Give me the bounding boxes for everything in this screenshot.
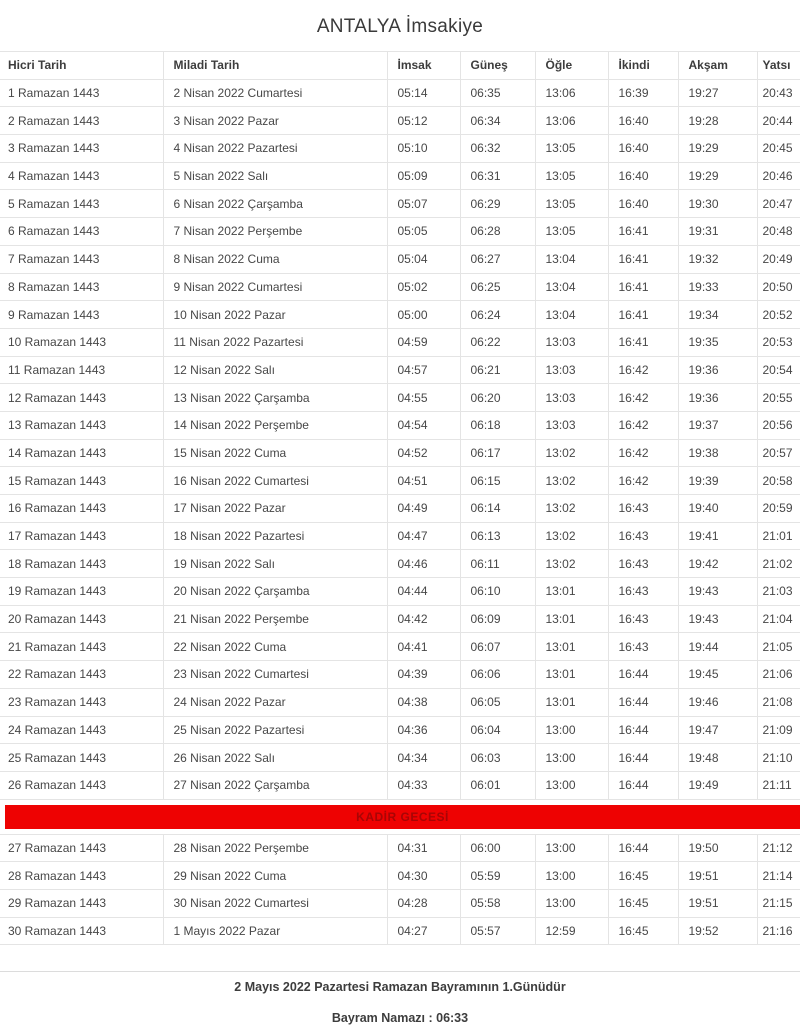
aksam-cell: 19:36: [678, 384, 757, 412]
imsak-cell: 05:10: [387, 135, 460, 163]
yatsi-cell: 20:48: [757, 218, 800, 246]
yatsi-cell: 21:03: [757, 578, 800, 606]
ikindi-cell: 16:44: [608, 771, 678, 799]
yatsi-cell: 20:58: [757, 467, 800, 495]
ikindi-cell: 16:41: [608, 218, 678, 246]
gunes-cell: 06:06: [460, 661, 535, 689]
bayram-note: 2 Mayıs 2022 Pazartesi Ramazan Bayramının 1.Günüdür: [234, 980, 566, 995]
ikindi-cell: 16:42: [608, 356, 678, 384]
aksam-cell: 19:38: [678, 439, 757, 467]
miladi-tarih-cell: 24 Nisan 2022 Pazar: [163, 688, 387, 716]
imsak-cell: 05:00: [387, 301, 460, 329]
hicri-tarih-cell: 24 Ramazan 1443: [0, 716, 163, 744]
imsak-cell: 04:34: [387, 744, 460, 772]
hicri-tarih-cell: 8 Ramazan 1443: [0, 273, 163, 301]
gunes-cell: 06:11: [460, 550, 535, 578]
ikindi-cell: 16:42: [608, 411, 678, 439]
aksam-cell: 19:52: [678, 917, 757, 945]
yatsi-cell: 20:59: [757, 495, 800, 523]
gunes-cell: 06:01: [460, 771, 535, 799]
column-header: Akşam: [678, 52, 757, 80]
ogle-cell: 13:06: [535, 107, 608, 135]
gunes-cell: 06:22: [460, 328, 535, 356]
imsak-cell: 04:51: [387, 467, 460, 495]
hicri-tarih-cell: 17 Ramazan 1443: [0, 522, 163, 550]
yatsi-cell: 20:56: [757, 411, 800, 439]
miladi-tarih-cell: 27 Nisan 2022 Çarşamba: [163, 771, 387, 799]
gunes-cell: 06:32: [460, 135, 535, 163]
table-header: [0, 52, 800, 80]
hicri-tarih-cell: 11 Ramazan 1443: [0, 356, 163, 384]
table-row: [0, 862, 800, 890]
kadir-gecesi-banner-row: [0, 799, 800, 834]
ikindi-cell: 16:45: [608, 917, 678, 945]
ikindi-cell: 16:41: [608, 328, 678, 356]
imsak-cell: 04:57: [387, 356, 460, 384]
aksam-cell: 19:40: [678, 495, 757, 523]
yatsi-cell: 21:02: [757, 550, 800, 578]
table-row: [0, 356, 800, 384]
aksam-cell: 19:42: [678, 550, 757, 578]
ogle-cell: 13:01: [535, 633, 608, 661]
ikindi-cell: 16:43: [608, 495, 678, 523]
yatsi-cell: 20:46: [757, 162, 800, 190]
gunes-cell: 05:57: [460, 917, 535, 945]
table-row: [0, 661, 800, 689]
hicri-tarih-cell: 23 Ramazan 1443: [0, 688, 163, 716]
ikindi-cell: 16:45: [608, 889, 678, 917]
miladi-tarih-cell: 21 Nisan 2022 Perşembe: [163, 605, 387, 633]
column-header: İkindi: [608, 52, 678, 80]
yatsi-cell: 21:08: [757, 688, 800, 716]
aksam-cell: 19:29: [678, 135, 757, 163]
aksam-cell: 19:28: [678, 107, 757, 135]
ikindi-cell: 16:40: [608, 190, 678, 218]
table-row: [0, 744, 800, 772]
aksam-cell: 19:41: [678, 522, 757, 550]
gunes-cell: 06:09: [460, 605, 535, 633]
yatsi-cell: 20:52: [757, 301, 800, 329]
aksam-cell: 19:31: [678, 218, 757, 246]
yatsi-cell: 20:50: [757, 273, 800, 301]
yatsi-cell: 21:04: [757, 605, 800, 633]
ikindi-cell: 16:42: [608, 384, 678, 412]
yatsi-cell: 21:09: [757, 716, 800, 744]
header-row: [0, 52, 800, 80]
gunes-cell: 05:58: [460, 889, 535, 917]
ogle-cell: 13:02: [535, 522, 608, 550]
miladi-tarih-cell: 11 Nisan 2022 Pazartesi: [163, 328, 387, 356]
ogle-cell: 13:03: [535, 411, 608, 439]
prayer-table: [0, 51, 800, 945]
imsak-cell: 04:44: [387, 578, 460, 606]
yatsi-cell: 21:15: [757, 889, 800, 917]
hicri-tarih-cell: 20 Ramazan 1443: [0, 605, 163, 633]
table-row: [0, 135, 800, 163]
ikindi-cell: 16:41: [608, 245, 678, 273]
hicri-tarih-cell: 13 Ramazan 1443: [0, 411, 163, 439]
gunes-cell: 06:17: [460, 439, 535, 467]
miladi-tarih-cell: 18 Nisan 2022 Pazartesi: [163, 522, 387, 550]
imsak-cell: 04:42: [387, 605, 460, 633]
gunes-cell: 06:20: [460, 384, 535, 412]
hicri-tarih-cell: 25 Ramazan 1443: [0, 744, 163, 772]
hicri-tarih-cell: 30 Ramazan 1443: [0, 917, 163, 945]
yatsi-cell: 20:47: [757, 190, 800, 218]
imsak-cell: 05:05: [387, 218, 460, 246]
ogle-cell: 13:01: [535, 688, 608, 716]
hicri-tarih-cell: 22 Ramazan 1443: [0, 661, 163, 689]
imsak-cell: 05:04: [387, 245, 460, 273]
hicri-tarih-cell: 12 Ramazan 1443: [0, 384, 163, 412]
gunes-cell: 06:00: [460, 834, 535, 862]
ikindi-cell: 16:41: [608, 273, 678, 301]
ogle-cell: 12:59: [535, 917, 608, 945]
yatsi-cell: 20:45: [757, 135, 800, 163]
ogle-cell: 13:01: [535, 578, 608, 606]
kadir-gecesi-banner-cell: [0, 799, 800, 834]
imsak-cell: 04:41: [387, 633, 460, 661]
ikindi-cell: 16:44: [608, 834, 678, 862]
yatsi-cell: 20:55: [757, 384, 800, 412]
hicri-tarih-cell: 7 Ramazan 1443: [0, 245, 163, 273]
aksam-cell: 19:49: [678, 771, 757, 799]
aksam-cell: 19:48: [678, 744, 757, 772]
aksam-cell: 19:43: [678, 578, 757, 606]
yatsi-cell: 20:49: [757, 245, 800, 273]
ogle-cell: 13:00: [535, 771, 608, 799]
aksam-cell: 19:34: [678, 301, 757, 329]
imsak-cell: 04:38: [387, 688, 460, 716]
gunes-cell: 06:14: [460, 495, 535, 523]
hicri-tarih-cell: 26 Ramazan 1443: [0, 771, 163, 799]
miladi-tarih-cell: 17 Nisan 2022 Pazar: [163, 495, 387, 523]
ogle-cell: 13:04: [535, 301, 608, 329]
imsak-cell: 04:28: [387, 889, 460, 917]
ikindi-cell: 16:44: [608, 716, 678, 744]
miladi-tarih-cell: 1 Mayıs 2022 Pazar: [163, 917, 387, 945]
table-row: [0, 162, 800, 190]
miladi-tarih-cell: 14 Nisan 2022 Perşembe: [163, 411, 387, 439]
ikindi-cell: 16:42: [608, 439, 678, 467]
aksam-cell: 19:43: [678, 605, 757, 633]
column-header: Yatsı: [757, 52, 800, 80]
bayram-namazi-time: Bayram Namazı : 06:33: [331, 1011, 469, 1026]
column-header: İmsak: [387, 52, 460, 80]
ikindi-cell: 16:43: [608, 578, 678, 606]
ikindi-cell: 16:44: [608, 688, 678, 716]
imsak-cell: 04:27: [387, 917, 460, 945]
gunes-cell: 06:28: [460, 218, 535, 246]
column-header: Güneş: [460, 52, 535, 80]
yatsi-cell: 21:06: [757, 661, 800, 689]
ikindi-cell: 16:44: [608, 661, 678, 689]
table-row: [0, 79, 800, 107]
imsak-cell: 04:30: [387, 862, 460, 890]
ogle-cell: 13:03: [535, 328, 608, 356]
ogle-cell: 13:06: [535, 79, 608, 107]
gunes-cell: 06:29: [460, 190, 535, 218]
ikindi-cell: 16:39: [608, 79, 678, 107]
footer: [0, 971, 800, 1025]
gunes-cell: 06:04: [460, 716, 535, 744]
ogle-cell: 13:00: [535, 716, 608, 744]
imsak-cell: 04:36: [387, 716, 460, 744]
hicri-tarih-cell: 27 Ramazan 1443: [0, 834, 163, 862]
table-row: [0, 495, 800, 523]
miladi-tarih-cell: 15 Nisan 2022 Cuma: [163, 439, 387, 467]
ogle-cell: 13:01: [535, 661, 608, 689]
aksam-cell: 19:44: [678, 633, 757, 661]
column-header: Miladi Tarih: [163, 52, 387, 80]
hicri-tarih-cell: 14 Ramazan 1443: [0, 439, 163, 467]
gunes-cell: 06:05: [460, 688, 535, 716]
ogle-cell: 13:05: [535, 162, 608, 190]
yatsi-cell: 20:53: [757, 328, 800, 356]
aksam-cell: 19:32: [678, 245, 757, 273]
hicri-tarih-cell: 10 Ramazan 1443: [0, 328, 163, 356]
column-header: Öğle: [535, 52, 608, 80]
table-row: [0, 771, 800, 799]
table-row: [0, 301, 800, 329]
aksam-cell: 19:45: [678, 661, 757, 689]
miladi-tarih-cell: 12 Nisan 2022 Salı: [163, 356, 387, 384]
hicri-tarih-cell: 21 Ramazan 1443: [0, 633, 163, 661]
aksam-cell: 19:35: [678, 328, 757, 356]
page-title: ANTALYA İmsakiye: [316, 16, 484, 37]
hicri-tarih-cell: 29 Ramazan 1443: [0, 889, 163, 917]
miladi-tarih-cell: 20 Nisan 2022 Çarşamba: [163, 578, 387, 606]
aksam-cell: 19:51: [678, 889, 757, 917]
imsak-cell: 05:12: [387, 107, 460, 135]
aksam-cell: 19:47: [678, 716, 757, 744]
miladi-tarih-cell: 26 Nisan 2022 Salı: [163, 744, 387, 772]
table-row: [0, 218, 800, 246]
aksam-cell: 19:36: [678, 356, 757, 384]
yatsi-cell: 21:10: [757, 744, 800, 772]
hicri-tarih-cell: 16 Ramazan 1443: [0, 495, 163, 523]
aksam-cell: 19:51: [678, 862, 757, 890]
imsak-cell: 04:47: [387, 522, 460, 550]
ikindi-cell: 16:43: [608, 522, 678, 550]
miladi-tarih-cell: 13 Nisan 2022 Çarşamba: [163, 384, 387, 412]
gunes-cell: 06:24: [460, 301, 535, 329]
gunes-cell: 06:10: [460, 578, 535, 606]
ogle-cell: 13:04: [535, 273, 608, 301]
ogle-cell: 13:02: [535, 439, 608, 467]
ikindi-cell: 16:40: [608, 107, 678, 135]
hicri-tarih-cell: 9 Ramazan 1443: [0, 301, 163, 329]
hicri-tarih-cell: 4 Ramazan 1443: [0, 162, 163, 190]
miladi-tarih-cell: 30 Nisan 2022 Cumartesi: [163, 889, 387, 917]
gunes-cell: 06:35: [460, 79, 535, 107]
table-row: [0, 633, 800, 661]
yatsi-cell: 20:44: [757, 107, 800, 135]
ogle-cell: 13:02: [535, 550, 608, 578]
table-row: [0, 578, 800, 606]
table-row: [0, 190, 800, 218]
hicri-tarih-cell: 5 Ramazan 1443: [0, 190, 163, 218]
miladi-tarih-cell: 4 Nisan 2022 Pazartesi: [163, 135, 387, 163]
yatsi-cell: 20:43: [757, 79, 800, 107]
aksam-cell: 19:39: [678, 467, 757, 495]
aksam-cell: 19:30: [678, 190, 757, 218]
table-row: [0, 688, 800, 716]
column-header: Hicri Tarih: [0, 52, 163, 80]
table-row: [0, 107, 800, 135]
ogle-cell: 13:00: [535, 744, 608, 772]
gunes-cell: 06:21: [460, 356, 535, 384]
aksam-cell: 19:27: [678, 79, 757, 107]
miladi-tarih-cell: 28 Nisan 2022 Perşembe: [163, 834, 387, 862]
gunes-cell: 06:25: [460, 273, 535, 301]
ikindi-cell: 16:44: [608, 744, 678, 772]
yatsi-cell: 20:54: [757, 356, 800, 384]
miladi-tarih-cell: 3 Nisan 2022 Pazar: [163, 107, 387, 135]
aksam-cell: 19:33: [678, 273, 757, 301]
miladi-tarih-cell: 19 Nisan 2022 Salı: [163, 550, 387, 578]
yatsi-cell: 21:11: [757, 771, 800, 799]
ogle-cell: 13:00: [535, 862, 608, 890]
ogle-cell: 13:04: [535, 245, 608, 273]
ikindi-cell: 16:40: [608, 135, 678, 163]
ogle-cell: 13:00: [535, 834, 608, 862]
table-row: [0, 245, 800, 273]
imsak-cell: 04:46: [387, 550, 460, 578]
hicri-tarih-cell: 6 Ramazan 1443: [0, 218, 163, 246]
ogle-cell: 13:00: [535, 889, 608, 917]
hicri-tarih-cell: 18 Ramazan 1443: [0, 550, 163, 578]
imsak-cell: 04:55: [387, 384, 460, 412]
ogle-cell: 13:05: [535, 218, 608, 246]
yatsi-cell: 21:12: [757, 834, 800, 862]
miladi-tarih-cell: 22 Nisan 2022 Cuma: [163, 633, 387, 661]
ogle-cell: 13:02: [535, 467, 608, 495]
ikindi-cell: 16:43: [608, 633, 678, 661]
gunes-cell: 06:07: [460, 633, 535, 661]
table-row: [0, 917, 800, 945]
gunes-cell: 05:59: [460, 862, 535, 890]
yatsi-cell: 21:05: [757, 633, 800, 661]
imsak-cell: 05:02: [387, 273, 460, 301]
imsak-cell: 05:09: [387, 162, 460, 190]
miladi-tarih-cell: 8 Nisan 2022 Cuma: [163, 245, 387, 273]
table-row: [0, 834, 800, 862]
ogle-cell: 13:03: [535, 356, 608, 384]
imsak-cell: 05:07: [387, 190, 460, 218]
gunes-cell: 06:03: [460, 744, 535, 772]
table-row: [0, 411, 800, 439]
miladi-tarih-cell: 7 Nisan 2022 Perşembe: [163, 218, 387, 246]
miladi-tarih-cell: 9 Nisan 2022 Cumartesi: [163, 273, 387, 301]
imsak-cell: 04:39: [387, 661, 460, 689]
table-row: [0, 328, 800, 356]
hicri-tarih-cell: 1 Ramazan 1443: [0, 79, 163, 107]
table-row: [0, 522, 800, 550]
imsak-cell: 04:31: [387, 834, 460, 862]
imsak-cell: 04:49: [387, 495, 460, 523]
ogle-cell: 13:01: [535, 605, 608, 633]
aksam-cell: 19:50: [678, 834, 757, 862]
table-row: [0, 467, 800, 495]
yatsi-cell: 20:57: [757, 439, 800, 467]
aksam-cell: 19:29: [678, 162, 757, 190]
yatsi-cell: 21:01: [757, 522, 800, 550]
kadir-gecesi-banner: KADİR GECESİ: [5, 805, 800, 829]
ikindi-cell: 16:45: [608, 862, 678, 890]
hicri-tarih-cell: 15 Ramazan 1443: [0, 467, 163, 495]
miladi-tarih-cell: 2 Nisan 2022 Cumartesi: [163, 79, 387, 107]
imsak-cell: 04:33: [387, 771, 460, 799]
gunes-cell: 06:18: [460, 411, 535, 439]
table-row: [0, 384, 800, 412]
table-row: [0, 273, 800, 301]
gunes-cell: 06:34: [460, 107, 535, 135]
table-row: [0, 889, 800, 917]
gunes-cell: 06:31: [460, 162, 535, 190]
miladi-tarih-cell: 23 Nisan 2022 Cumartesi: [163, 661, 387, 689]
hicri-tarih-cell: 3 Ramazan 1443: [0, 135, 163, 163]
table-row: [0, 605, 800, 633]
hicri-tarih-cell: 19 Ramazan 1443: [0, 578, 163, 606]
gunes-cell: 06:27: [460, 245, 535, 273]
ikindi-cell: 16:42: [608, 467, 678, 495]
hicri-tarih-cell: 28 Ramazan 1443: [0, 862, 163, 890]
imsak-cell: 04:54: [387, 411, 460, 439]
hicri-tarih-cell: 2 Ramazan 1443: [0, 107, 163, 135]
ogle-cell: 13:03: [535, 384, 608, 412]
miladi-tarih-cell: 25 Nisan 2022 Pazartesi: [163, 716, 387, 744]
ogle-cell: 13:05: [535, 135, 608, 163]
aksam-cell: 19:37: [678, 411, 757, 439]
imsak-cell: 05:14: [387, 79, 460, 107]
miladi-tarih-cell: 10 Nisan 2022 Pazar: [163, 301, 387, 329]
ikindi-cell: 16:40: [608, 162, 678, 190]
yatsi-cell: 21:16: [757, 917, 800, 945]
ogle-cell: 13:05: [535, 190, 608, 218]
imsak-cell: 04:59: [387, 328, 460, 356]
yatsi-cell: 21:14: [757, 862, 800, 890]
miladi-tarih-cell: 6 Nisan 2022 Çarşamba: [163, 190, 387, 218]
table-body: [0, 79, 800, 945]
table-row: [0, 550, 800, 578]
miladi-tarih-cell: 5 Nisan 2022 Salı: [163, 162, 387, 190]
ogle-cell: 13:02: [535, 495, 608, 523]
ikindi-cell: 16:43: [608, 605, 678, 633]
imsak-cell: 04:52: [387, 439, 460, 467]
table-row: [0, 716, 800, 744]
miladi-tarih-cell: 16 Nisan 2022 Cumartesi: [163, 467, 387, 495]
gunes-cell: 06:15: [460, 467, 535, 495]
table-row: [0, 439, 800, 467]
aksam-cell: 19:46: [678, 688, 757, 716]
ikindi-cell: 16:43: [608, 550, 678, 578]
gunes-cell: 06:13: [460, 522, 535, 550]
miladi-tarih-cell: 29 Nisan 2022 Cuma: [163, 862, 387, 890]
ikindi-cell: 16:41: [608, 301, 678, 329]
